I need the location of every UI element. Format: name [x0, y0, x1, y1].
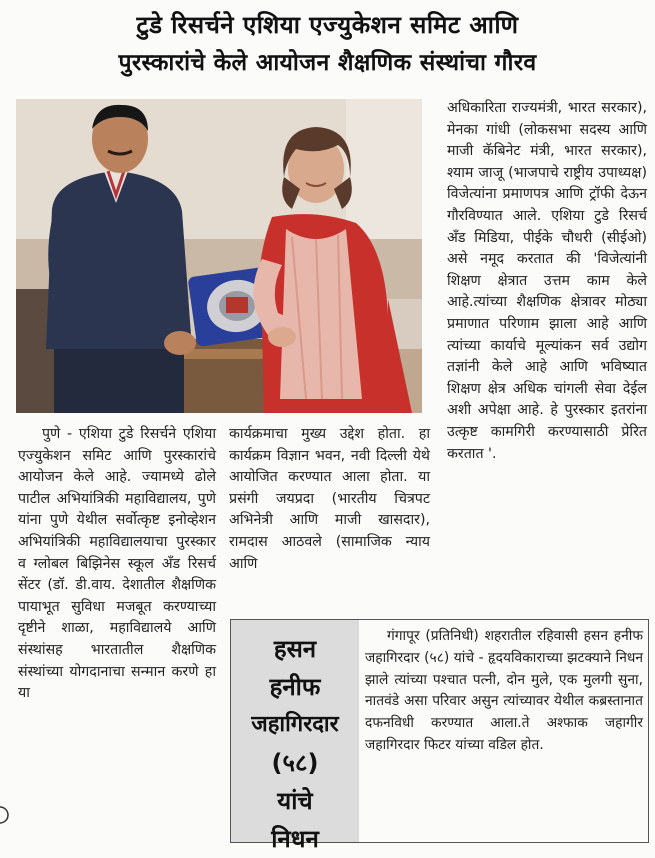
article-column-right [447, 98, 647, 465]
obituary-title-line: यांचे [277, 787, 313, 815]
obituary-title-line: हसन [273, 635, 317, 663]
page-edge-mark-icon [0, 804, 10, 826]
article-right-text: अधिकारिता राज्यमंत्री, भारत सरकार), मेनका गांधी (लोकसभा सदस्य आणि माजी कॅबिनेट मंत्री, भारत सरकार), श्याम जाजू (भाजपाचे राष्ट्रीय उपाध्यक्ष) विजेत्यांना प्रमाणपत्र आणि ट्रॉफी देऊन गौरविण्यात आले. एशिया टुडे रिसर्च अँड मिडिया, पीईके चौधरी (सीईओ) असे नमूद करतात की 'विजेत्यांनी शिक्षण क्षेत्रात उत्तम काम केले आहे.त्यांच्या शैक्षणिक क्षेत्रावर मोठ्या प्रमाणात परिणाम झाला आहे आणि त्यांच्या कार्याचे मूल्यांकन सर्व उद्योग तज्ञांनी केले आहे आणि भविष्यात शिक्षण क्षेत्र अधिक चांगली सेवा देईल अशी अपेक्षा आहे. हे पुरस्कार इतरांना उत्कृष्ट कामगिरी करण्यासाठी प्रेरित करतात '. [447, 100, 647, 462]
headline-line-1: टुडे रिसर्चने एशिया एज्युकेशन समिट आणि [136, 11, 519, 39]
article-middle-text: कार्यक्रमाचा मुख्य उद्देश होता. हा कार्यक्रम विज्ञान भवन, नवी दिल्ली येथे आयोजित करण्यात आला होता. या प्रसंगी जयप्रदा (भारतीय चित्रपट अभिनेत्री आणि माजी खासदार), रामदास आठवले (सामाजिक न्याय आणि [229, 426, 430, 572]
headline-line-2: पुरस्कारांचे केले आयोजन शैक्षणिक संस्थांचा गौरव [118, 50, 537, 76]
obituary-title-line: जहागिरदार [251, 712, 339, 737]
obituary-title-line: (५८) [271, 749, 319, 777]
obituary-paragraph: गंगापूर (प्रतिनिधी) शहरातील रहिवासी हसन हनीफ जहागिरदार (५८) यांचे - हृदयविकाराच्या झटक्याने निधन झाले त्यांच्या पश्चात पत्नी, दोन मुले, एक मुलगी सुना, नातवंडे असा परिवार असुन त्यांच्यावर येथील कब्रस्तानात दफनविधी करण्यात आला.ते अश्फाक जहागीर जहागिरदार फिटर यांच्या वडिल होत. [365, 628, 643, 753]
article-column-left [18, 424, 216, 705]
obituary-box [230, 619, 649, 853]
obituary-text [365, 626, 643, 757]
award-ceremony-photo [16, 99, 422, 413]
headline [6, 6, 649, 82]
article-left-text: पुणे - एशिया टुडे रिसर्चने एशिया एज्युकेशन समिट आणि पुरस्कारांचे आयोजन केले आहे. ज्यामध्ये ढोले पाटील अभियांत्रिकी महाविद्यालय, पुणे यांना पुणे येथील सर्वोत्कृष्ट इनोव्हेशन अभियांत्रिकी महाविद्यालयाचा पुरस्कार व ग्लोबल बिझिनेस स्कूल अँड रिसर्च सेंटर (डॉ. डी.वाय. देशातील शैक्षणिक पायाभूत सुविधा मजबूत करण्याच्या दृष्टीने शाळा, महाविद्यालये आणि संस्थांसह भारतातील शैक्षणिक संस्थांच्या योगदानाचा सन्मान करणे हा या [18, 426, 216, 702]
obituary-title [231, 620, 359, 853]
obituary-title-line: हनीफ [269, 673, 321, 701]
obituary-title-line: निधन [271, 825, 319, 853]
article-column-middle [229, 424, 430, 575]
